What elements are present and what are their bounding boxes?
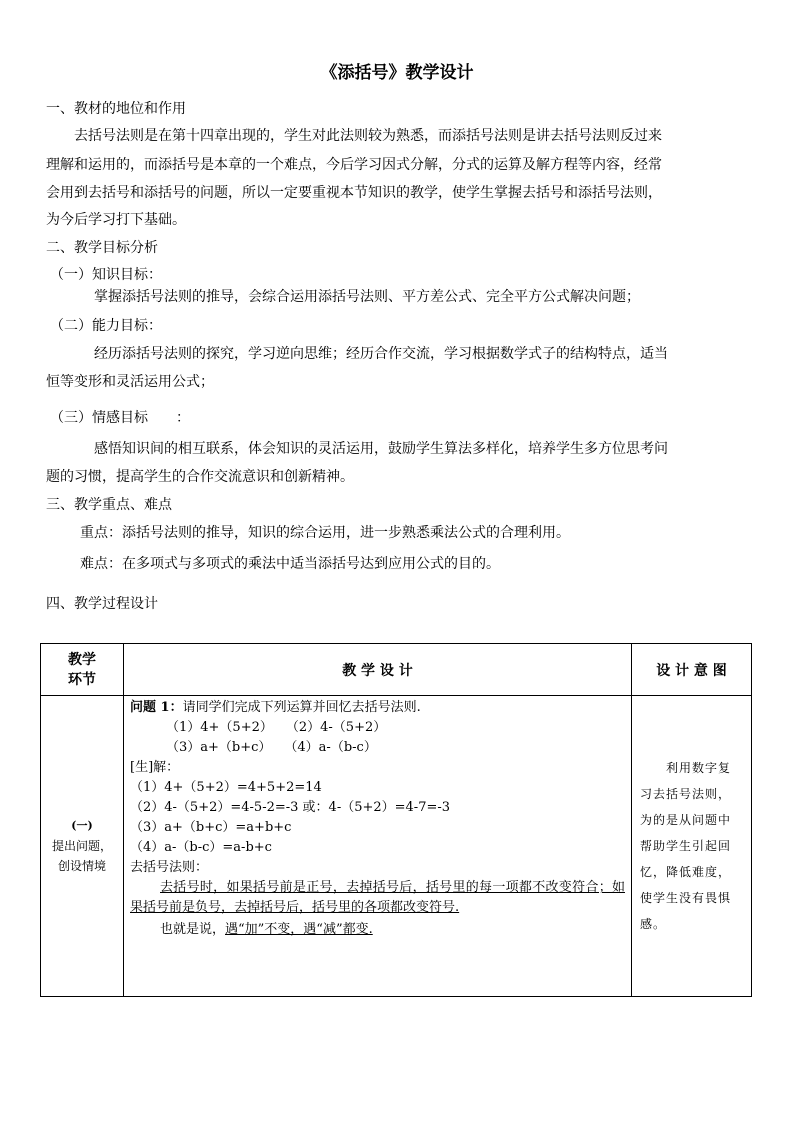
answer-line: （3）a+（b+c）=a+b+c (130, 820, 292, 835)
paragraph-line: 恒等变形和灵活运用公式； (46, 374, 214, 390)
answer-line: （4）a-（b-c）=a-b+c (130, 840, 272, 855)
subheading-knowledge: （一）知识目标： (50, 267, 162, 283)
paragraph-line: 理解和运用的，而添括号是本章的一个难点，今后学习因式分解，分式的运算及解方程等内容，经常 (46, 157, 662, 173)
section-heading-4: 四、教学过程设计 (46, 596, 158, 612)
paragraph-line: 感悟知识间的相互联系，体会知识的灵活运用，鼓励学生算法多样化，培养学生多方位思考问 (94, 441, 668, 457)
section-heading-2: 二、教学目标分析 (46, 240, 158, 256)
answer-line: （2）4-（5+2）=4-5-2=-3 或：4-（5+2）=4-7=-3 (130, 800, 451, 815)
rule-label: 去括号法则： (130, 860, 209, 875)
difficult-point: 难点：在多项式与多项式的乘法中适当添括号达到应用公式的目的。 (80, 556, 500, 572)
paragraph-line: 掌握添括号法则的推导，会综合运用添括号法则、平方差公式、完全平方公式解决问题； (94, 289, 640, 305)
header-intent: 设 计 意 图 (632, 644, 752, 696)
paragraph-line: 题的习惯，提高学生的合作交流意识和创新精神。 (46, 469, 354, 485)
section-heading-3: 三、教学重点、难点 (46, 497, 172, 513)
key-point: 重点：添括号法则的推导，知识的综合运用，进一步熟悉乘法公式的合理利用。 (80, 525, 570, 541)
page-title: 《添括号》教学设计 (320, 63, 474, 83)
paragraph-line: 去括号法则是在第十四章出现的，学生对此法则较为熟悉，而添括号法则是讲去括号法则反过来 (74, 128, 662, 144)
rule-text: 去括号时，如果括号前是正号，去掉括号后，括号里的每一项都不改变符合；如果括号前是负号，去掉括号后，括号里的各项都改变符号. (130, 880, 625, 915)
teaching-process-table (40, 643, 752, 997)
design-cell (124, 696, 632, 997)
header-stage: 教学 环节 (41, 644, 124, 696)
question-items: （1）4+（5+2） （2）4-（5+2） (166, 720, 387, 735)
stage-cell: (一) 提出问题， 创设情境 (41, 696, 124, 997)
intent-cell: 利用数字复习去括号法则，为的是从问题中帮助学生引起回忆，降低难度，使学生没有畏惧感。 (632, 696, 752, 997)
section-heading-1: 一、教材的地位和作用 (46, 101, 186, 117)
summary-line: 也就是说，遇“加”不变，遇“减”都变. (160, 922, 373, 937)
subheading-emotion: （三）情感目标 ： (50, 410, 190, 426)
header-design: 教 学 设 计 (124, 644, 632, 696)
table-row (41, 696, 752, 997)
paragraph-line: 为今后学习打下基础。 (46, 212, 186, 228)
answer-line: （1）4+（5+2）=4+5+2=14 (130, 780, 322, 795)
paragraph-line: 会用到去括号和添括号的问题，所以一定要重视本节知识的教学，使学生掌握去括号和添括号法则， (46, 185, 662, 201)
paragraph-line: 经历添括号法则的探究，学习逆向思维；经历合作交流，学习根据数学式子的结构特点，适当 (94, 346, 668, 362)
question-line: 问题 1：请同学们完成下列运算并回忆去括号法则. (130, 700, 421, 715)
table-header-row (41, 644, 752, 696)
question-items: （3）a+（b+c） （4）a-（b-c） (166, 740, 377, 755)
subheading-ability: （二）能力目标： (50, 318, 162, 334)
student-answer-label: [生]解： (130, 760, 180, 775)
